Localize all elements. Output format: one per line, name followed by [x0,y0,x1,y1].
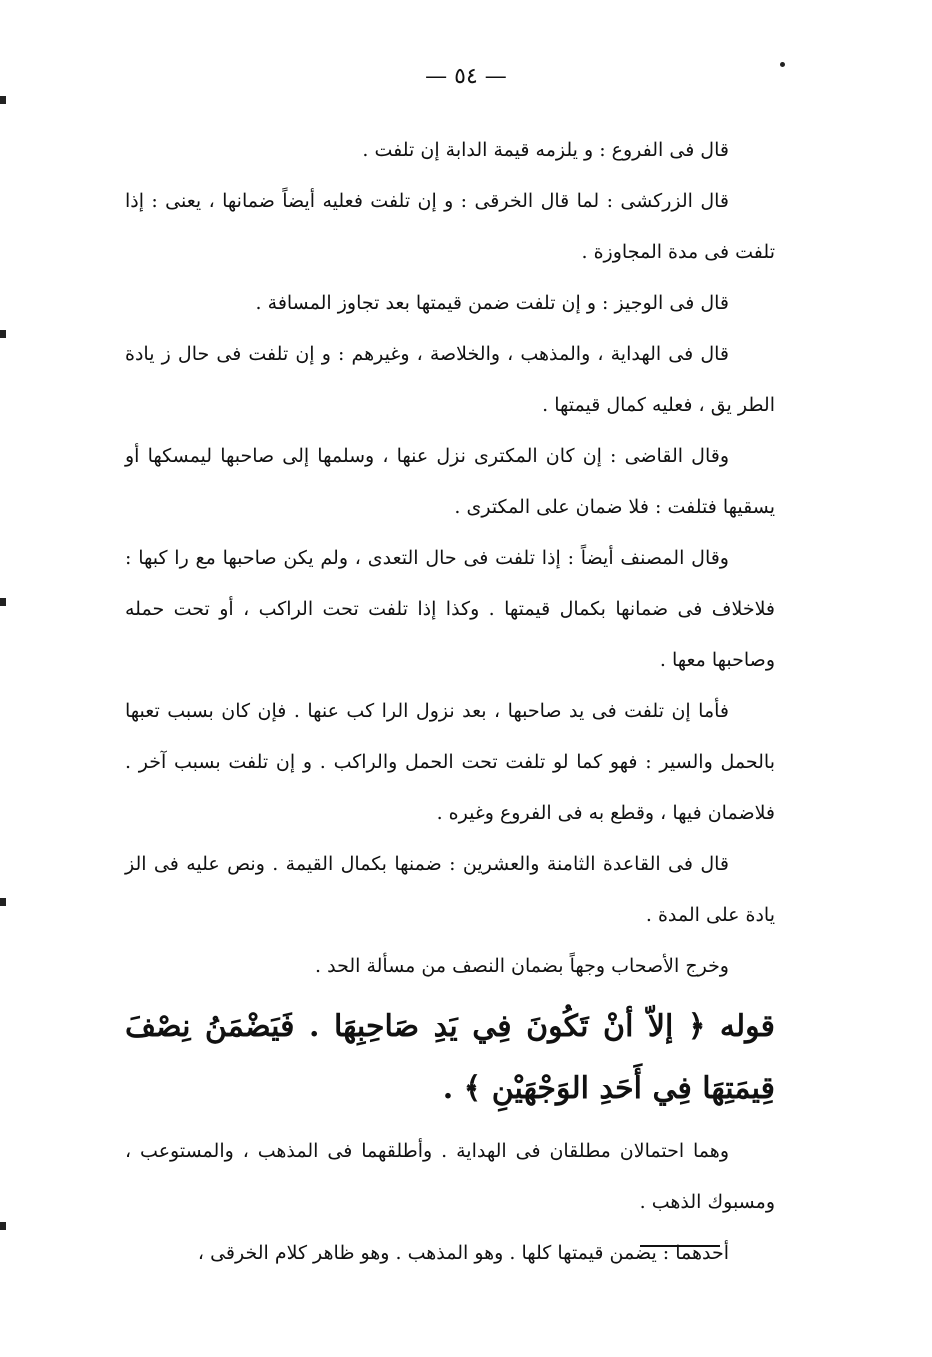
margin-speck [0,96,6,104]
paragraph-11: أحدهما : يضمن قيمتها كلها . وهو المذهب . وهو ظاهر كلام الخرقى ، [197,1242,729,1264]
quoted-text: قوله ﴿ إلاّ أنْ تَكُونَ فِي يَدِ صَاحِبِهَا . فَيَضْمَنُ نِصْفَ قِيمَتِهَا فِي أَحَدِ الوَجْهَيْنِ ﴾ . [125,1009,775,1106]
margin-speck [0,598,6,606]
paragraph-8: قال فى القاعدة الثامنة والعشرين : ضمنها بكمال القيمة . ونص عليه فى الز يادة على المدة . [125,853,775,926]
speck-dot [780,62,785,67]
margin-speck [0,1222,6,1230]
paragraph-3: قال فى الوجيز : و إن تلفت ضمن قيمتها بعد تجاوز المسافة . [255,292,729,314]
page-number: — ٥٤ — [425,64,507,89]
underline-mark [640,1245,720,1247]
paragraph-1: قال فى الفروع : و يلزمه قيمة الدابة إن تلفت . [362,139,729,161]
paragraph-9: وخرج الأصحاب وجهاً بضمان النصف من مسألة الحد . [315,955,729,977]
paragraph-6: وقال المصنف أيضاً : إذا تلفت فى حال التعدى ، ولم يكن صاحبها مع را كبها : فلاخلاف فى ضمانها بكمال قيمتها . وكذا إذا تلفت تحت الراكب ، أو تحت حمله وصاحبها معها . [125,547,775,671]
paragraph-5: وقال القاضى : إن كان المكترى نزل عنها ، وسلمها إلى صاحبها ليمسكها أو يسقيها فتلفت : فلا ضمان على المكترى . [125,445,775,518]
margin-speck [0,330,6,338]
paragraph-10: وهما احتمالان مطلقان فى الهداية . وأطلقهما فى المذهب ، والمستوعب ، ومسبوك الذهب . [125,1140,775,1213]
body-text [125,125,775,1279]
paragraph-4: قال فى الهداية ، والمذهب ، والخلاصة ، وغيرهم : و إن تلفت فى حال ز يادة الطر يق ، فعليه كمال قيمتها . [125,343,775,416]
margin-speck [0,898,6,906]
paragraph-2: قال الزركشى : لما قال الخرقى : و إن تلفت فعليه أيضاً ضمانها ، يعنى : إذا تلفت فى مدة المجاوزة . [125,190,775,263]
paragraph-7: فأما إن تلفت فى يد صاحبها ، بعد نزول الرا كب عنها . فإن كان بسبب تعبها بالحمل والسير : فهو كما لو تلفت تحت الحمل والراكب . و إن تلفت بسبب آخر . فلاضمان فيها ، وقطع به فى الفروع وغيره . [125,700,775,824]
